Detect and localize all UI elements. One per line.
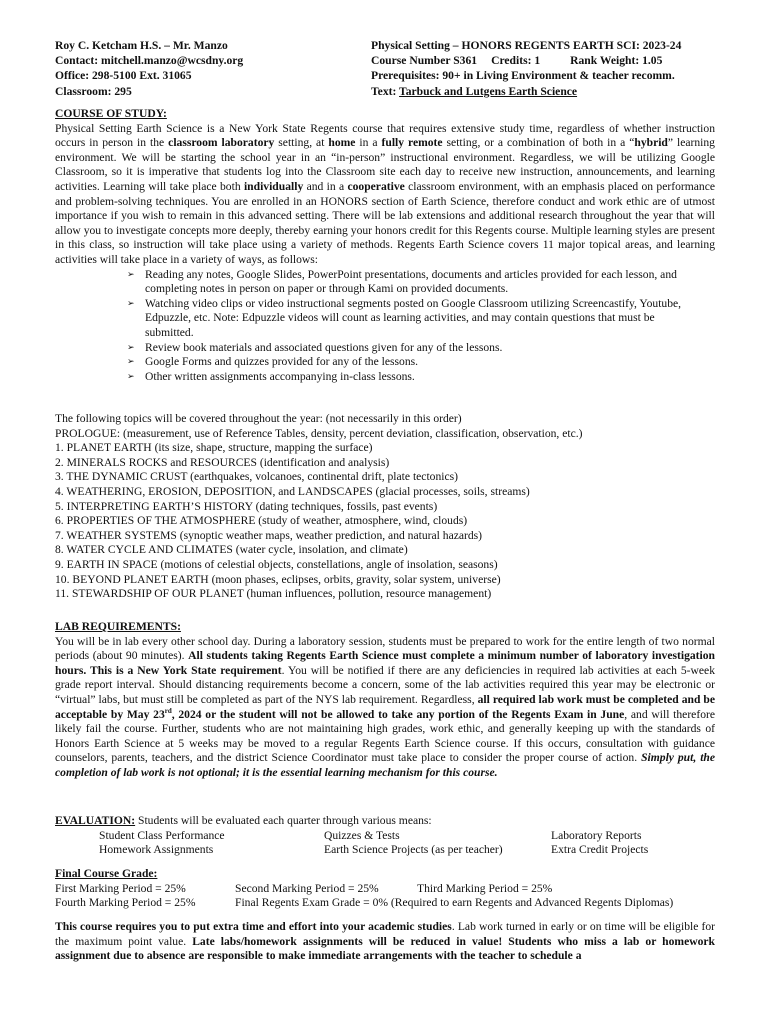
office-line: Office: 298-5100 Ext. 31065 bbox=[55, 69, 192, 83]
topics-section bbox=[55, 412, 715, 602]
text-line bbox=[371, 84, 681, 99]
arrow-bullet-icon: ➢ bbox=[127, 298, 135, 309]
grade-row-2 bbox=[55, 896, 715, 911]
contact-line: Contact: mitchell.manzo@wcsdny.org bbox=[55, 54, 244, 68]
topic-item: 2. MINERALS ROCKS and RESOURCES (identification and analysis) bbox=[55, 455, 390, 469]
topic-item: 8. WATER CYCLE AND CLIMATES (water cycle, insolation, and climate) bbox=[55, 543, 408, 557]
list-item: ➢ Reading any notes, Google Slides, PowerPoint presentations, documents and articles provided for each lesson, and completing notes in person on paper or through Kami on provided documents. bbox=[127, 267, 677, 296]
topic-item: 11. STEWARDSHIP OF OUR PLANET (human influences, pollution, resource management) bbox=[55, 587, 492, 601]
learning-activities-list bbox=[55, 268, 687, 385]
list-item: ➢ Watching video clips or video instructional segments posted on Google Classroom utilizing Screencastify, Youtube, Edpuzzle, etc. Note: Edpuzzle videos will count as learning activities, and may contain questions that must be submitted. bbox=[127, 296, 682, 339]
evaluation-heading: EVALUATION: bbox=[55, 814, 136, 827]
topic-item: 3. THE DYNAMIC CRUST (earthquakes, volcanoes, continental drift, plate tectonics) bbox=[55, 470, 459, 484]
regents-exam-grade: Final Regents Exam Grade = 0% (Required to earn Regents and Advanced Regents Diplomas) bbox=[235, 896, 674, 910]
rank-weight: Rank Weight: 1.05 bbox=[570, 54, 663, 68]
topic-item: 10. BEYOND PLANET EARTH (moon phases, eclipses, orbits, gravity, solar system, universe) bbox=[55, 572, 501, 586]
course-number: Course Number S361 bbox=[371, 54, 478, 68]
arrow-bullet-icon: ➢ bbox=[127, 269, 135, 280]
course-of-study-paragraph: Physical Setting Earth Science is a New York State Regents course that requires extensive study time, regardless of whether instruction occurs in person in the classroom laboratory setting, at home in a fully remote setting, or a combination of both in a “hybrid” learning environment. We will be starting the school year in an “in-person” instructional environment. Regardless, we will be utilizing Google Classroom, so it is imperative that students log into the Classroom site each day to receive new instruction, announcements, and learning activities. Learning will take place both individually and in a cooperative classroom environment, with an emphasis placed on performance and problem-solving techniques. You are enrolled in an HONORS section of Earth Science, therefore conduct and work ethic are of utmost importance if you wish to remain in this advanced setting. There will be lab extensions and additional research throughout the year that will allow you to investigate concepts more deeply, thereby earning your honors credit for this Regents course. Multiple learning styles are present in this class, so instruction will take place using a variety of methods. Regents Earth Science covers 11 major topical areas, and learning activities will take place in a variety of ways, as follows: bbox=[55, 121, 715, 266]
lab-heading: LAB REQUIREMENTS: bbox=[55, 620, 181, 633]
evaluation-item: Laboratory Reports bbox=[551, 828, 642, 842]
course-of-study-heading: COURSE OF STUDY: bbox=[55, 107, 167, 120]
evaluation-grid bbox=[55, 829, 715, 858]
classroom-line: Classroom: 295 bbox=[55, 84, 132, 98]
evaluation-item: Quizzes & Tests bbox=[324, 828, 400, 842]
arrow-bullet-icon: ➢ bbox=[127, 371, 135, 382]
evaluation-item: Student Class Performance bbox=[99, 828, 225, 842]
text-label: Text: bbox=[371, 84, 397, 98]
prerequisites: Prerequisites: 90+ in Living Environment & teacher recomm. bbox=[371, 69, 675, 83]
closing-paragraph: This course requires you to put extra time and effort into your academic studies. Lab work turned in early or on time will be eligible for the maximum point value. Late labs/homework assignments will be reduced in value! Students who miss a lab or homework assignment due to absence are responsible to make immediate arrangements with the teacher to schedule a bbox=[55, 920, 716, 963]
final-grade-heading: Final Course Grade: bbox=[55, 867, 158, 880]
evaluation-item: Extra Credit Projects bbox=[551, 843, 649, 857]
closing-section bbox=[55, 920, 715, 964]
final-grade-section bbox=[55, 867, 715, 911]
topic-item: 7. WEATHER SYSTEMS (synoptic weather maps, weather prediction, and natural hazards) bbox=[55, 528, 483, 542]
header-left bbox=[55, 38, 243, 99]
list-item: ➢ Review book materials and associated questions given for any of the lessons. bbox=[127, 340, 503, 354]
third-marking-period: Third Marking Period = 25% bbox=[417, 881, 553, 895]
evaluation-item: Homework Assignments bbox=[99, 843, 214, 857]
evaluation-section bbox=[55, 814, 715, 858]
arrow-bullet-icon: ➢ bbox=[127, 342, 135, 353]
course-title: Physical Setting – HONORS REGENTS EARTH SCI: 2023-24 bbox=[371, 39, 682, 52]
topic-item: 9. EARTH IN SPACE (motions of celestial objects, constellations, angle of insolation, seasons) bbox=[55, 557, 498, 571]
credits: Credits: 1 bbox=[491, 54, 541, 68]
lab-paragraph: You will be in lab every other school day. During a laboratory session, students must be prepared to work for the entire length of two normal periods (about 90 minutes). All students taking Regents Earth Science must complete a minimum number of laboratory investigation hours. This is a New York State requirement. You will be notified if there are any deficiencies in required lab activities at each 5-week grade report interval. Should distancing requirements become a concern, some of the lab activities required this year may be electronic or “virtual” labs, but must still be completed as part of the NYS lab requirement. Regardless, all required lab work must be completed and be acceptable by May 23rd, 2024 or the student will not be allowed to take any portion of the Regents Exam in June, and will therefore likely fail the course. Further, students who are not maintaining high grades, work ethic, and generally keeping up with the standards of Honors Earth Science at 5 weeks may be moved to a regular Regents Earth Science course. If this occurs, consultation with guidance counselors, parents, teachers, and the district Science Coordinator must take place to consider the proper course of action. Simply put, the completion of lab work is not optional; it is the essential learning mechanism for this course. bbox=[55, 634, 716, 779]
fourth-marking-period: Fourth Marking Period = 25% bbox=[55, 896, 196, 910]
grade-row-1 bbox=[55, 882, 715, 897]
topic-item: 6. PROPERTIES OF THE ATMOSPHERE (study of weather, atmosphere, wind, clouds) bbox=[55, 514, 468, 528]
course-number-line bbox=[371, 53, 681, 68]
topic-item: 5. INTERPRETING EARTH’S HISTORY (dating techniques, fossils, past events) bbox=[55, 499, 438, 513]
evaluation-line bbox=[55, 814, 715, 829]
topic-item: PROLOGUE: (measurement, use of Reference Tables, density, percent deviation, classification, observation, etc.) bbox=[55, 426, 583, 440]
evaluation-item: Earth Science Projects (as per teacher) bbox=[324, 843, 503, 857]
topic-item: 1. PLANET EARTH (its size, shape, structure, mapping the surface) bbox=[55, 441, 373, 455]
second-marking-period: Second Marking Period = 25% bbox=[235, 881, 379, 895]
textbook-title: Tarbuck and Lutgens Earth Science bbox=[399, 84, 578, 98]
topics-intro: The following topics will be covered throughout the year: (not necessarily in this order) bbox=[55, 412, 462, 425]
arrow-bullet-icon: ➢ bbox=[127, 357, 135, 368]
header-right bbox=[371, 38, 681, 99]
teacher-line: Roy C. Ketcham H.S. – Mr. Manzo bbox=[55, 39, 228, 52]
lab-requirements-section bbox=[55, 620, 715, 781]
list-item: ➢ Google Forms and quizzes provided for any of the lessons. bbox=[127, 355, 419, 369]
evaluation-intro: Students will be evaluated each quarter through various means: bbox=[138, 814, 432, 827]
course-of-study-section bbox=[55, 107, 715, 384]
list-item: ➢ Other written assignments accompanying in-class lessons. bbox=[127, 369, 415, 383]
topic-item: 4. WEATHERING, EROSION, DEPOSITION, and LANDSCAPES (glacial processes, soils, streams) bbox=[55, 484, 530, 498]
first-marking-period: First Marking Period = 25% bbox=[55, 881, 186, 895]
